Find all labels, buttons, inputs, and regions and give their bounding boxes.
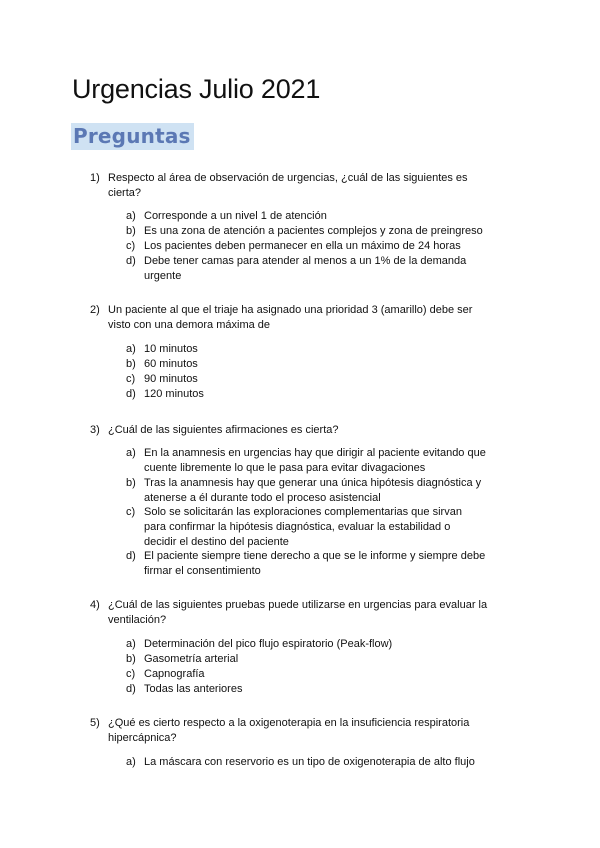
question-text: ¿Cuál de las siguientes pruebas puede utilizarse en urgencias para evaluar la ventilación?: [108, 599, 488, 626]
question-number: 1): [90, 172, 100, 184]
option-text: Debe tener camas para atender al menos a un 1% de la demanda urgente: [144, 255, 467, 282]
section-heading: Preguntas: [71, 123, 194, 150]
option-text: Los pacientes deben permanecer en ella un máximo de 24 horas: [144, 240, 461, 252]
option-letter: b): [126, 477, 136, 489]
option-text: En la anamnesis en urgencias hay que dirigir al paciente evitando que cuente libremente lo que le pasa para evitar divagaciones: [144, 447, 486, 474]
option-letter: b): [126, 653, 136, 665]
option-letter: c): [126, 240, 136, 252]
option-text: Solo se solicitarán las exploraciones complementarias que sirvan para confirmar la hipótesis diagnóstica, evaluar la estabilidad o decidir el destino del paciente: [144, 506, 462, 548]
option-letter: d): [126, 388, 136, 400]
option-letter: b): [126, 225, 136, 237]
option-text: 120 minutos: [144, 388, 204, 400]
document-title: Urgencias Julio 2021: [72, 74, 321, 104]
question-text: Un paciente al que el triaje ha asignado una prioridad 3 (amarillo) debe ser visto con una demora máxima de: [108, 304, 473, 331]
option-letter: c): [126, 506, 136, 518]
option-text: Capnografía: [144, 668, 205, 680]
option-letter: d): [126, 255, 136, 267]
option-text: Es una zona de atención a pacientes complejos y zona de preingreso: [144, 225, 483, 237]
option-text: La máscara con reservorio es un tipo de oxigenoterapia de alto flujo: [144, 756, 475, 768]
option-text: 90 minutos: [144, 373, 198, 385]
option-letter: a): [126, 210, 136, 222]
option-text: 60 minutos: [144, 358, 198, 370]
option-text: Todas las anteriores: [144, 683, 243, 695]
option-letter: d): [126, 550, 136, 562]
option-letter: a): [126, 343, 136, 355]
option-text: Gasometría arterial: [144, 653, 239, 665]
question-text: ¿Cuál de las siguientes afirmaciones es cierta?: [108, 424, 339, 436]
option-letter: a): [126, 638, 136, 650]
question-number: 3): [90, 424, 100, 436]
option-text: Corresponde a un nivel 1 de atención: [144, 210, 327, 222]
question-number: 5): [90, 717, 100, 729]
option-letter: a): [126, 447, 136, 459]
question-text: Respecto al área de observación de urgencias, ¿cuál de las siguientes es cierta?: [108, 172, 468, 199]
question-text: ¿Qué es cierto respecto a la oxigenoterapia en la insuficiencia respiratoria hipercápnica?: [108, 717, 470, 744]
option-text: 10 minutos: [144, 343, 198, 355]
option-text: Tras la anamnesis hay que generar una única hipótesis diagnóstica y atenerse a él durante todo el proceso asistencial: [144, 477, 482, 504]
option-text: Determinación del pico flujo espiratorio (Peak-flow): [144, 638, 393, 650]
question-number: 4): [90, 599, 100, 611]
option-letter: c): [126, 668, 136, 680]
option-letter: d): [126, 683, 136, 695]
option-letter: c): [126, 373, 136, 385]
question-number: 2): [90, 304, 100, 316]
option-letter: b): [126, 358, 136, 370]
option-letter: a): [126, 756, 136, 768]
option-text: El paciente siempre tiene derecho a que se le informe y siempre debe firmar el consentimiento: [144, 550, 486, 577]
